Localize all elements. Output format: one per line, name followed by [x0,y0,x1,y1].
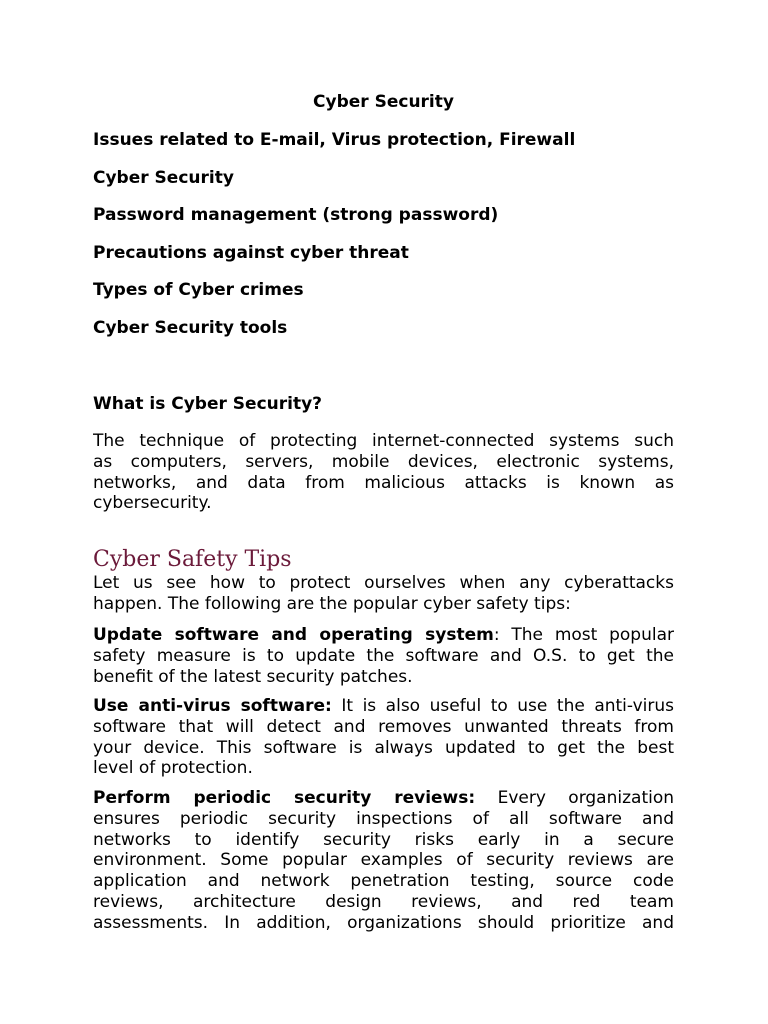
paragraph-line: happen. The following are the popular cyber safety tips: [93,593,571,614]
paragraph-line: level of protection. [93,758,253,779]
paragraph-line: cybersecurity. [93,493,212,514]
paragraph-line [93,625,674,646]
topic-precautions: Precautions against cyber threat [93,243,409,263]
tips-intro-paragraph [93,573,674,615]
paragraph-line: The technique of protecting internet-connected systems such [93,431,674,451]
paragraph-line: assessments. In addition, organizations should prioritize and [93,912,674,933]
topic-cyber-security: Cyber Security [93,168,234,188]
paragraph-line: ensures periodic security inspections of all software and [93,808,674,829]
tip-security-reviews [93,788,674,934]
tip-label: Use anti-virus software: [93,696,332,716]
topic-security-tools: Cyber Security tools [93,318,288,338]
topic-types-of-crimes: Types of Cyber crimes [93,280,304,300]
paragraph-line: benefit of the latest security patches. [93,666,413,687]
paragraph-line: safety measure is to update the software and O.S. to get the [93,645,674,666]
document-title: Cyber Security [313,92,454,112]
paragraph-line: application and network penetration testing, source code [93,871,674,892]
safety-tips-heading: Cyber Safety Tips [93,547,292,572]
paragraph-line: Let us see how to protect ourselves when any cyberattacks [93,573,674,593]
what-is-paragraph [93,431,674,514]
tip-label: Update software and operating system [93,625,494,645]
paragraph-line [93,696,674,717]
tip-text: Every organization [475,788,674,808]
paragraph-line: as computers, servers, mobile devices, electronic systems, [93,451,674,472]
paragraph-line: software that will detect and removes unwanted threats from [93,716,674,737]
tip-text: It is also useful to use the anti-virus [331,696,674,716]
topic-email-virus-firewall: Issues related to E-mail, Virus protection, Firewall [93,130,576,150]
topic-password-management: Password management (strong password) [93,205,499,225]
paragraph-line: networks, and data from malicious attacks is known as [93,472,674,493]
paragraph-line: networks to identify security risks early in a secure [93,829,674,850]
tip-text: : The most popular [493,625,674,645]
paragraph-line: your device. This software is always updated to get the best [93,737,674,758]
paragraph-line: environment. Some popular examples of security reviews are [93,850,674,871]
what-is-heading: What is Cyber Security? [93,394,323,414]
tip-update-software [93,625,674,687]
paragraph-line: reviews, architecture design reviews, and red team [93,891,674,912]
tip-antivirus [93,696,674,779]
tip-label: Perform periodic security reviews: [93,788,476,808]
paragraph-line [93,788,674,809]
